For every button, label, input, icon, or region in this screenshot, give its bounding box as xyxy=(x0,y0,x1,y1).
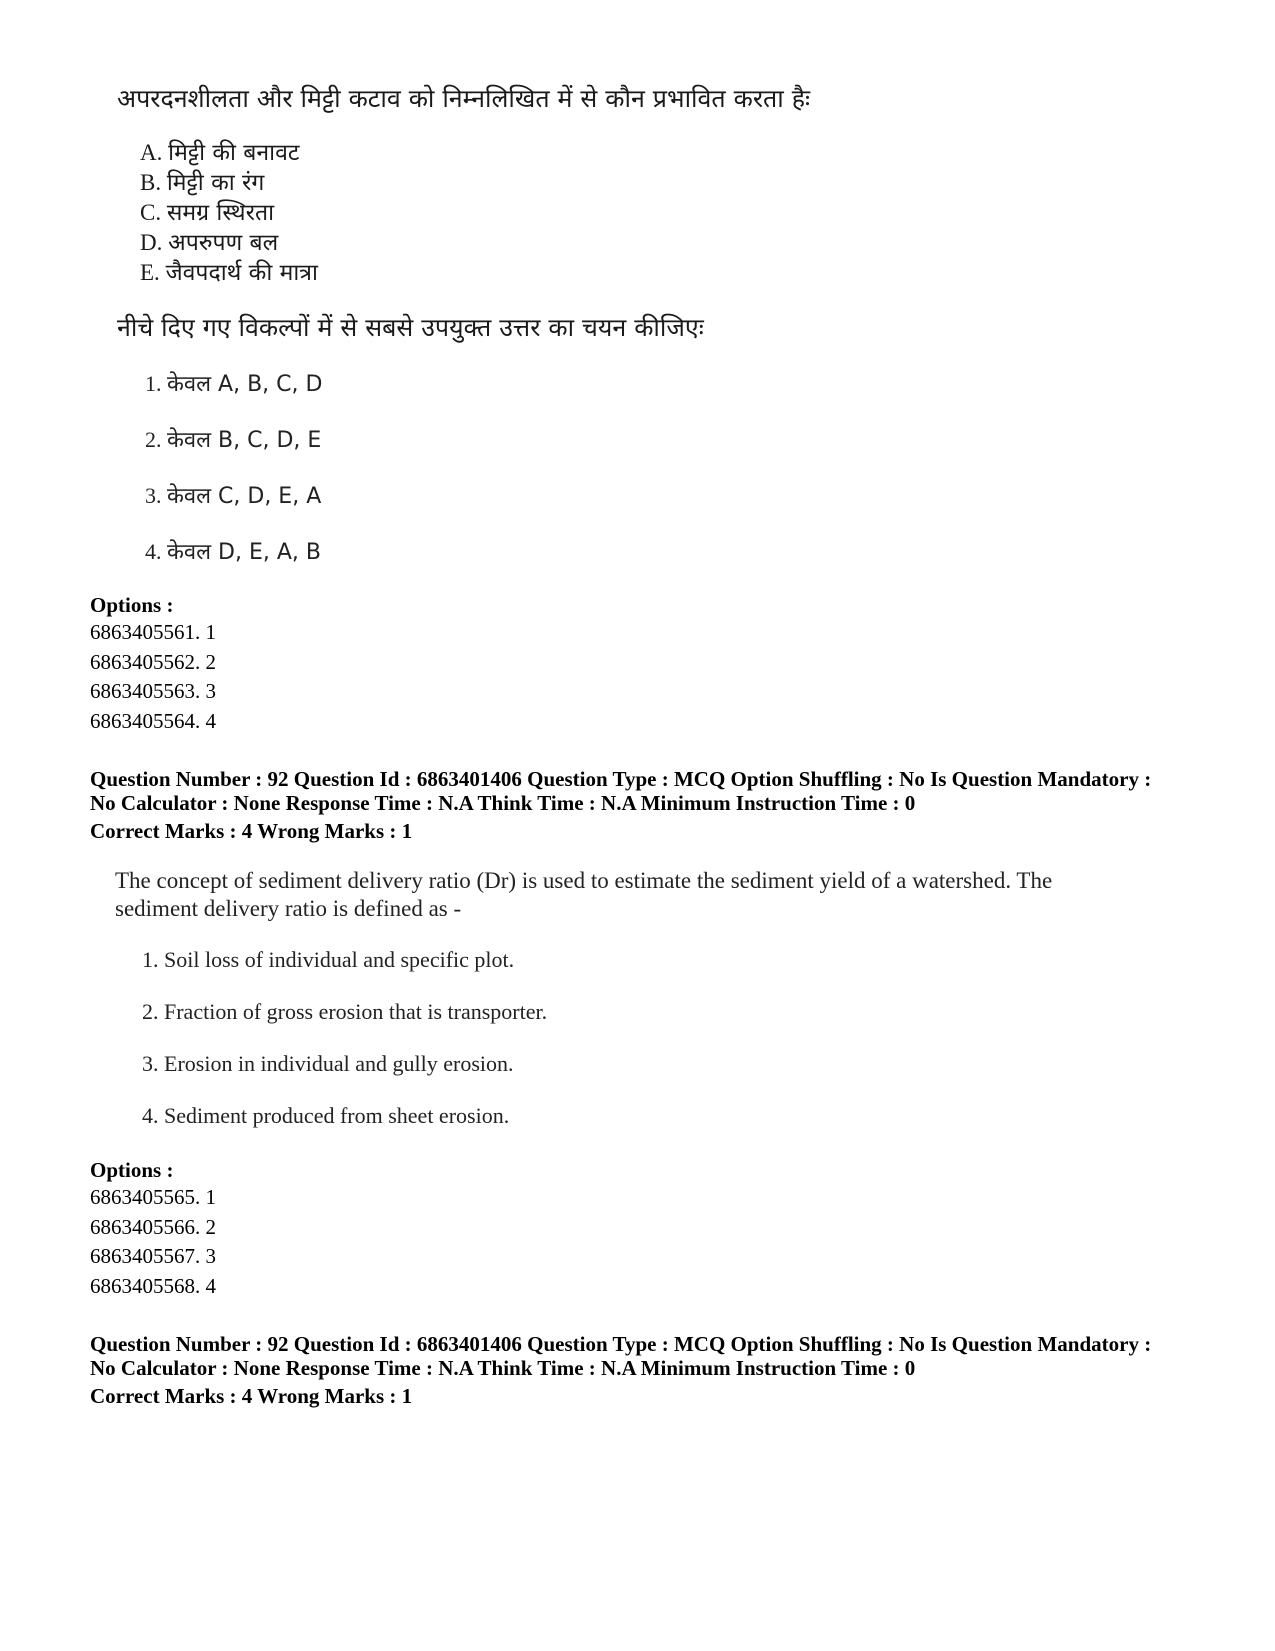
options-label: Options : xyxy=(90,1158,174,1182)
item-text: समग्र स्थिरता xyxy=(166,200,275,226)
list-item-a xyxy=(140,139,300,167)
choice-text: केवल D, E, A, B xyxy=(167,540,321,565)
choice-number: 1. xyxy=(145,371,162,396)
list-item-c xyxy=(140,199,274,227)
meta-line: Question Number : 92 Question Id : 6863401406 Question Type : MCQ Option Shuffling : No Is Question Mandatory : xyxy=(90,767,1152,791)
choice-number: 2. xyxy=(145,427,162,452)
marks-line: Correct Marks : 4 Wrong Marks : 1 xyxy=(90,1384,413,1408)
choice-text: केवल C, D, E, A xyxy=(167,484,322,509)
option-line: 6863405565. 1 xyxy=(90,1185,216,1209)
option-line: 6863405566. 2 xyxy=(90,1214,216,1239)
item-key: C. xyxy=(140,200,162,225)
option-line: 6863405564. 4 xyxy=(90,708,216,733)
list-item-b xyxy=(140,169,264,197)
item-key: B. xyxy=(140,170,162,195)
choice-text: केवल A, B, C, D xyxy=(167,372,323,397)
item-text: मिट्टी का रंग xyxy=(166,170,265,196)
question-stem xyxy=(115,867,1052,923)
option-line: 6863405567. 3 xyxy=(90,1244,216,1268)
option-line: 6863405563. 3 xyxy=(90,679,216,703)
options-section xyxy=(90,1157,216,1301)
choice-1 xyxy=(145,370,322,399)
option-line: 6863405562. 2 xyxy=(90,649,216,674)
meta-line: Question Number : 92 Question Id : 6863401406 Question Type : MCQ Option Shuffling : No Is Question Mandatory : xyxy=(90,1332,1152,1356)
choice-number: 4. xyxy=(145,539,162,564)
question-meta xyxy=(90,767,1151,843)
list-item-d xyxy=(140,229,278,257)
option-line: 6863405561. 1 xyxy=(90,620,216,644)
choice-3: 3. Erosion in individual and gully erosion. xyxy=(142,1051,514,1076)
choice-2: 2. Fraction of gross erosion that is transporter. xyxy=(142,999,548,1024)
choice-1: 1. Soil loss of individual and specific plot. xyxy=(142,947,515,972)
item-key: E. xyxy=(140,260,160,285)
meta-line: No Calculator : None Response Time : N.A Think Time : N.A Minimum Instruction Time : 0 xyxy=(90,1356,916,1380)
choice-number: 3. xyxy=(145,483,162,508)
choice-4 xyxy=(145,538,321,567)
marks-line: Correct Marks : 4 Wrong Marks : 1 xyxy=(90,819,413,843)
stem-line: sediment delivery ratio is defined as - xyxy=(115,896,462,921)
options-section xyxy=(90,592,216,736)
item-key: A. xyxy=(140,140,163,165)
question-stem-hindi: अपरदनशीलता और मिट्टी कटाव को निम्नलिखित में से कौन प्रभावित करता हैः xyxy=(117,84,811,113)
meta-line: No Calculator : None Response Time : N.A Think Time : N.A Minimum Instruction Time : 0 xyxy=(90,791,916,815)
item-text: जैवपदार्थ की मात्रा xyxy=(165,260,318,286)
stem-line: The concept of sediment delivery ratio (Dr) is used to estimate the sediment yield of a watershed. The xyxy=(115,868,1053,893)
choice-text: केवल B, C, D, E xyxy=(167,428,322,453)
item-text: अपरुपण बल xyxy=(168,230,279,256)
list-item-e xyxy=(140,259,318,287)
option-line: 6863405568. 4 xyxy=(90,1273,216,1298)
instruction-hindi: नीचे दिए गए विकल्पों में से सबसे उपयुक्त उत्तर का चयन कीजिएः xyxy=(117,313,704,342)
item-key: D. xyxy=(140,230,163,255)
options-label: Options : xyxy=(90,593,174,617)
question-meta xyxy=(90,1332,1151,1408)
choice-2 xyxy=(145,426,321,455)
item-text: मिट्टी की बनावट xyxy=(168,140,300,166)
choice-3 xyxy=(145,482,321,511)
choice-4: 4. Sediment produced from sheet erosion. xyxy=(142,1103,510,1128)
